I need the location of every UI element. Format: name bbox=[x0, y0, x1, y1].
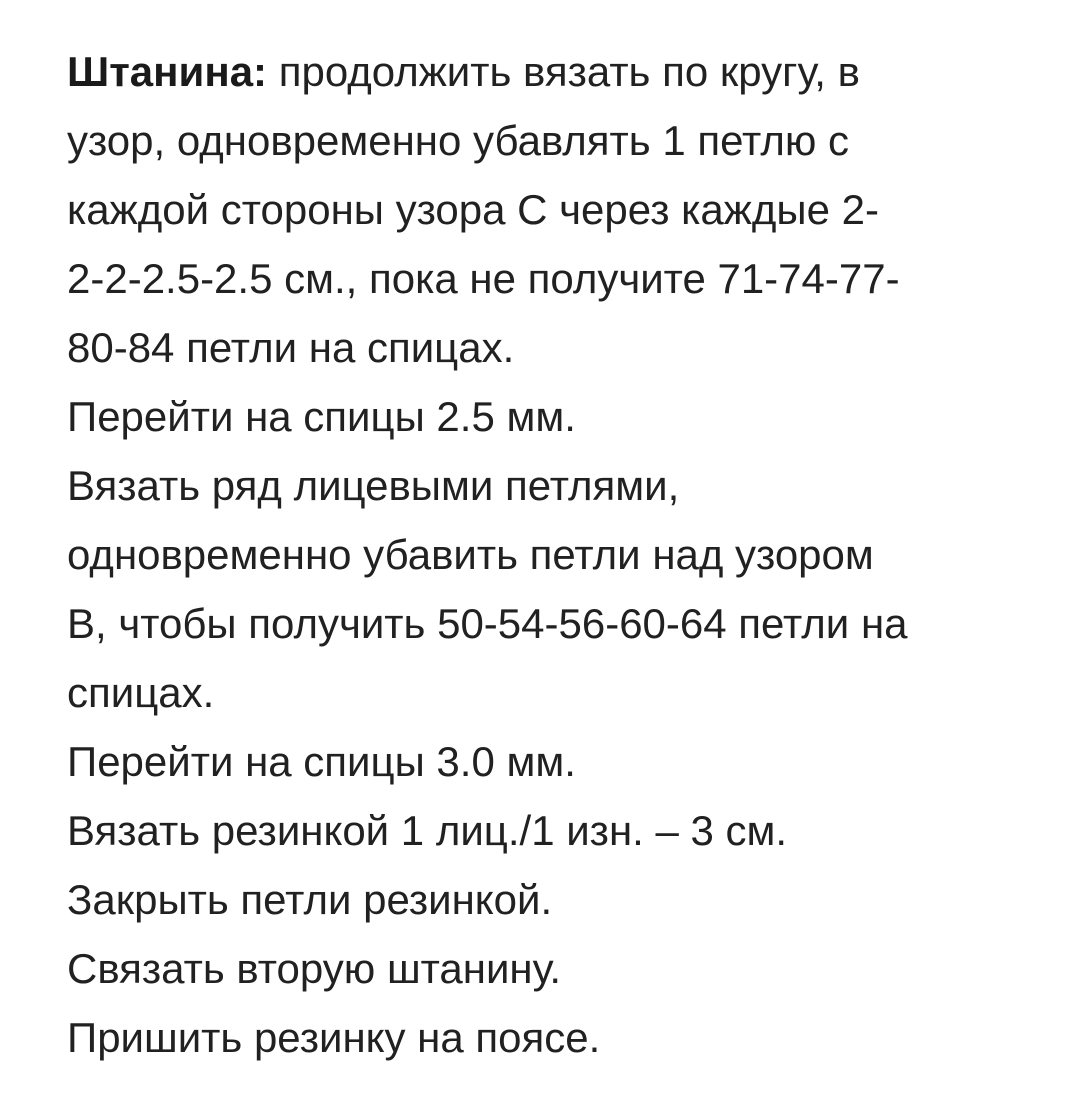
instruction-text: продолжить вязать по кругу, в bbox=[267, 48, 860, 95]
instruction-line: 80-84 петли на спицах. bbox=[67, 324, 515, 371]
instruction-line bbox=[67, 37, 1057, 106]
instruction-line: Пришить резинку на поясе. bbox=[67, 1014, 601, 1061]
instruction-line: Связать вторую штанину. bbox=[67, 945, 562, 992]
instruction-line: В, чтобы получить 50-54-56-60-64 петли на bbox=[67, 600, 908, 647]
instruction-line: каждой стороны узора С через каждые 2- bbox=[67, 186, 879, 233]
instruction-line: спицах. bbox=[67, 669, 215, 716]
section-heading: Штанина: bbox=[67, 48, 268, 95]
instruction-line: Закрыть петли резинкой. bbox=[67, 876, 553, 923]
instruction-line: 2-2-2.5-2.5 см., пока не получите 71-74-77- bbox=[67, 255, 900, 302]
instruction-line: Вязать резинкой 1 лиц./1 изн. – 3 см. bbox=[67, 807, 788, 854]
instruction-line: Вязать ряд лицевыми петлями, bbox=[67, 462, 680, 509]
instruction-line: одновременно убавить петли над узором bbox=[67, 531, 874, 578]
instruction-line: Перейти на спицы 3.0 мм. bbox=[67, 738, 576, 785]
instruction-line: узор, одновременно убавлять 1 петлю с bbox=[67, 117, 850, 164]
instructions-text-block bbox=[67, 37, 1057, 1072]
instruction-line: Перейти на спицы 2.5 мм. bbox=[67, 393, 576, 440]
